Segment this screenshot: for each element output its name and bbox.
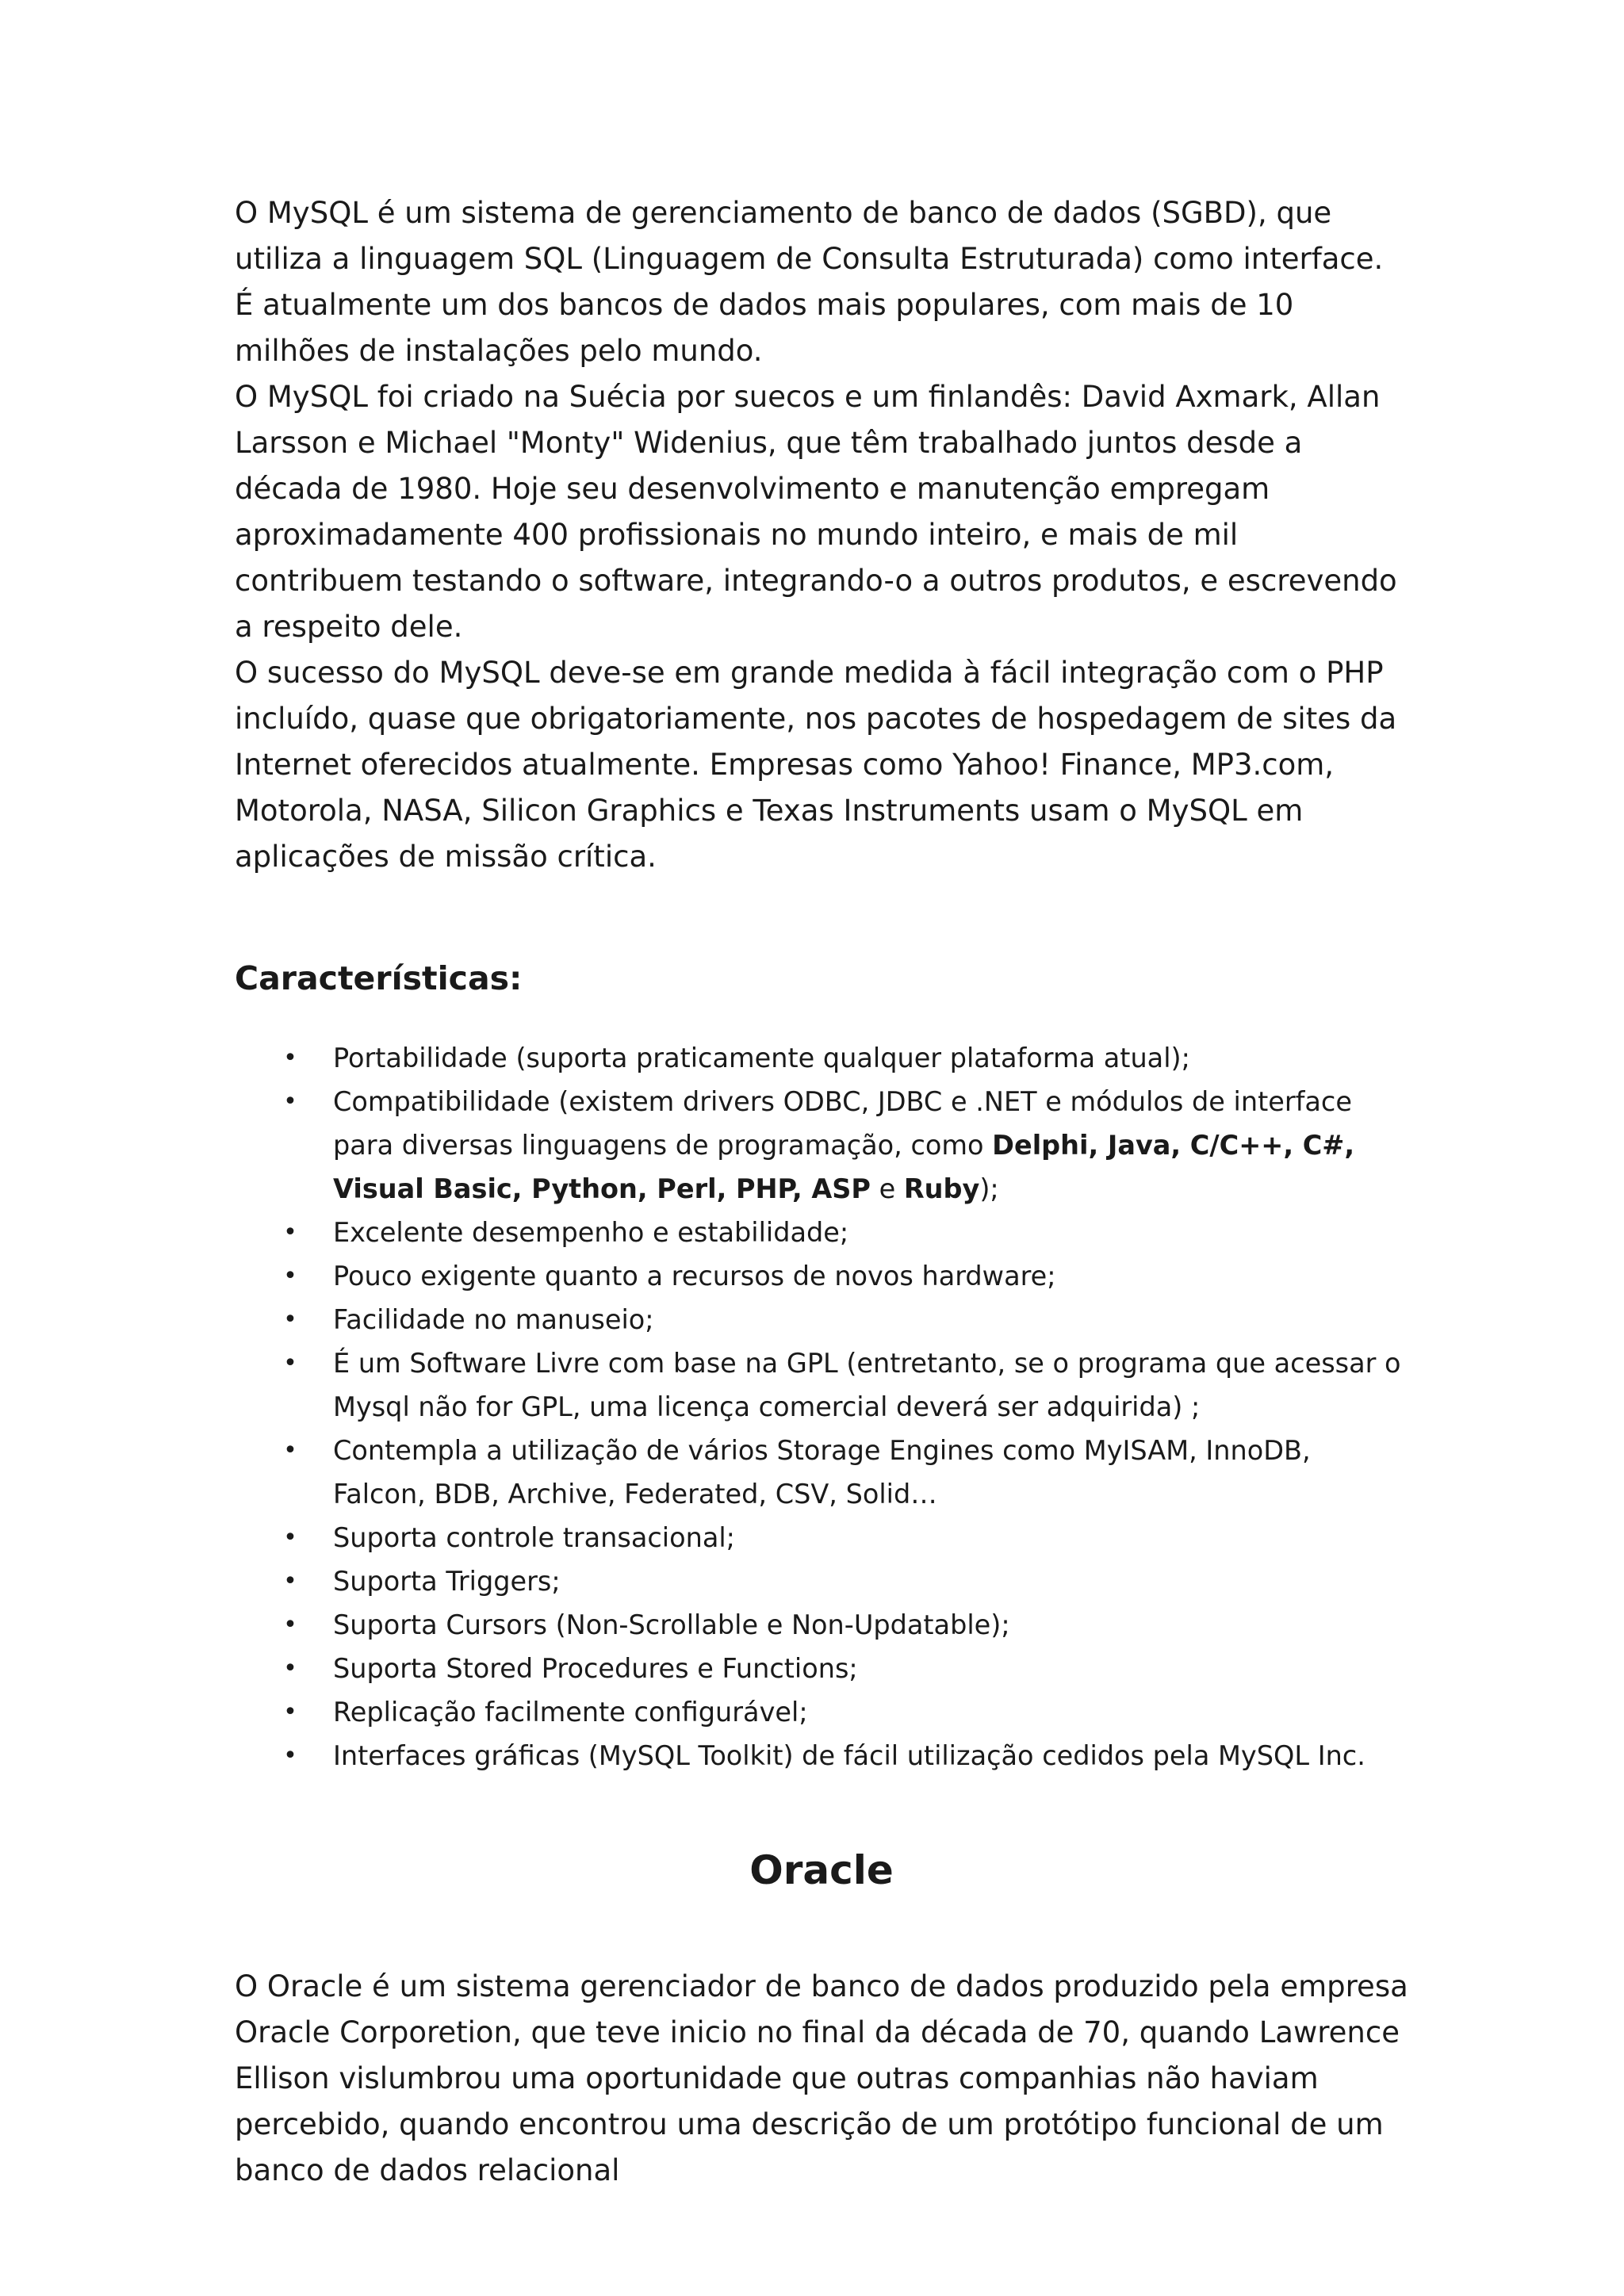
- feature-item: [283, 1254, 1408, 1298]
- feature-ruby-bold: Ruby: [903, 1173, 980, 1204]
- bullet-icon: •: [283, 1611, 297, 1639]
- bullet-icon: •: [283, 1655, 297, 1682]
- feature-item: [283, 1341, 1408, 1429]
- feature-item: [283, 1516, 1408, 1559]
- feature-connector: e: [870, 1173, 904, 1204]
- feature-item: [283, 1429, 1408, 1516]
- feature-item: [283, 1734, 1408, 1777]
- feature-text-prefix: Compatibilidade (existem drivers ODBC, JDBC e .NET e módulos de interface para diversas linguagens de programação, como: [333, 1086, 1352, 1161]
- bullet-icon: •: [283, 1262, 297, 1290]
- bullet-icon: •: [283, 1349, 297, 1377]
- oracle-paragraph: O Oracle é um sistema gerenciador de banco de dados produzido pela empresa Oracle Corporetion, que teve inicio no final da década de 70, quando Lawrence Ellison vislumbrou uma oportunidade que outras companhias não haviam percebido, quando encontrou uma descrição de um protótipo funcional de um banco de dados relacional: [235, 1969, 1408, 2187]
- oracle-heading: Oracle: [749, 1847, 894, 1893]
- feature-text: Pouco exigente quanto a recursos de novos hardware;: [333, 1261, 1056, 1292]
- feature-item: [283, 1080, 1408, 1211]
- feature-text: Interfaces gráficas (MySQL Toolkit) de fácil utilização cedidos pela MySQL Inc.: [333, 1740, 1365, 1771]
- bullet-icon: •: [283, 1524, 297, 1552]
- feature-text: Suporta controle transacional;: [333, 1522, 735, 1553]
- feature-item: [283, 1647, 1408, 1690]
- feature-text: Suporta Cursors (Non-Scrollable e Non-Updatable);: [333, 1609, 1010, 1640]
- bullet-icon: •: [283, 1698, 297, 1726]
- mysql-paragraph-3: O sucesso do MySQL deve-se em grande medida à fácil integração com o PHP incluído, quase que obrigatoriamente, nos pacotes de hospedagem de sites da Internet oferecidos atualmente. Empresas como Yahoo! Finance, MP3.com, Motorola, NASA, Silicon Graphics e Texas Instruments usam o MySQL em aplicações de missão crítica.: [235, 656, 1397, 874]
- feature-text: Contempla a utilização de vários Storage Engines como MyISAM, InnoDB, Falcon, BDB, Archive, Federated, CSV, Solid…: [333, 1435, 1311, 1510]
- bullet-icon: •: [283, 1219, 297, 1246]
- feature-text-suffix: );: [979, 1173, 999, 1204]
- bullet-icon: •: [283, 1044, 297, 1072]
- feature-languages-bold: Delphi, Java, C/C++, C#, Visual Basic, Python, Perl, PHP, ASP: [333, 1130, 1355, 1204]
- mysql-paragraph-2: O MySQL foi criado na Suécia por suecos e um finlandês: David Axmark, Allan Larsson e Michael "Monty" Widenius, que têm trabalhado juntos desde a década de 1980. Hoje seu desenvolvimento e manutenção empregam aproximadamente 400 profissionais no mundo inteiro, e mais de mil contribuem testando o software, integrando-o a outros produtos, e escrevendo a respeito dele.: [235, 380, 1397, 644]
- feature-text: Portabilidade (suporta praticamente qualquer plataforma atual);: [333, 1043, 1190, 1073]
- document-page: [235, 190, 1408, 2194]
- feature-item: [283, 1559, 1408, 1603]
- mysql-paragraph-1: O MySQL é um sistema de gerenciamento de banco de dados (SGBD), que utiliza a linguagem SQL (Linguagem de Consulta Estruturada) como interface. É atualmente um dos bancos de dados mais populares, com mais de 10 milhões de instalações pelo mundo.: [235, 196, 1384, 368]
- feature-text: Suporta Stored Procedures e Functions;: [333, 1653, 858, 1684]
- feature-item: [283, 1298, 1408, 1341]
- feature-text: Replicação facilmente configurável;: [333, 1697, 808, 1728]
- feature-item: [283, 1603, 1408, 1647]
- bullet-icon: •: [283, 1742, 297, 1770]
- feature-text: Suporta Triggers;: [333, 1566, 561, 1597]
- bullet-icon: •: [283, 1088, 297, 1115]
- features-list: [235, 1036, 1408, 1777]
- feature-item: [283, 1036, 1408, 1080]
- feature-item: [283, 1211, 1408, 1254]
- feature-text: Facilidade no manuseio;: [333, 1304, 654, 1335]
- bullet-icon: •: [283, 1567, 297, 1595]
- feature-item: [283, 1690, 1408, 1734]
- feature-text: Excelente desempenho e estabilidade;: [333, 1217, 849, 1248]
- feature-text: É um Software Livre com base na GPL (entretanto, se o programa que acessar o Mysql não for GPL, uma licença comercial deverá ser adquirida) ;: [333, 1348, 1401, 1422]
- features-heading: Características:: [235, 959, 523, 997]
- bullet-icon: •: [283, 1306, 297, 1334]
- bullet-icon: •: [283, 1437, 297, 1464]
